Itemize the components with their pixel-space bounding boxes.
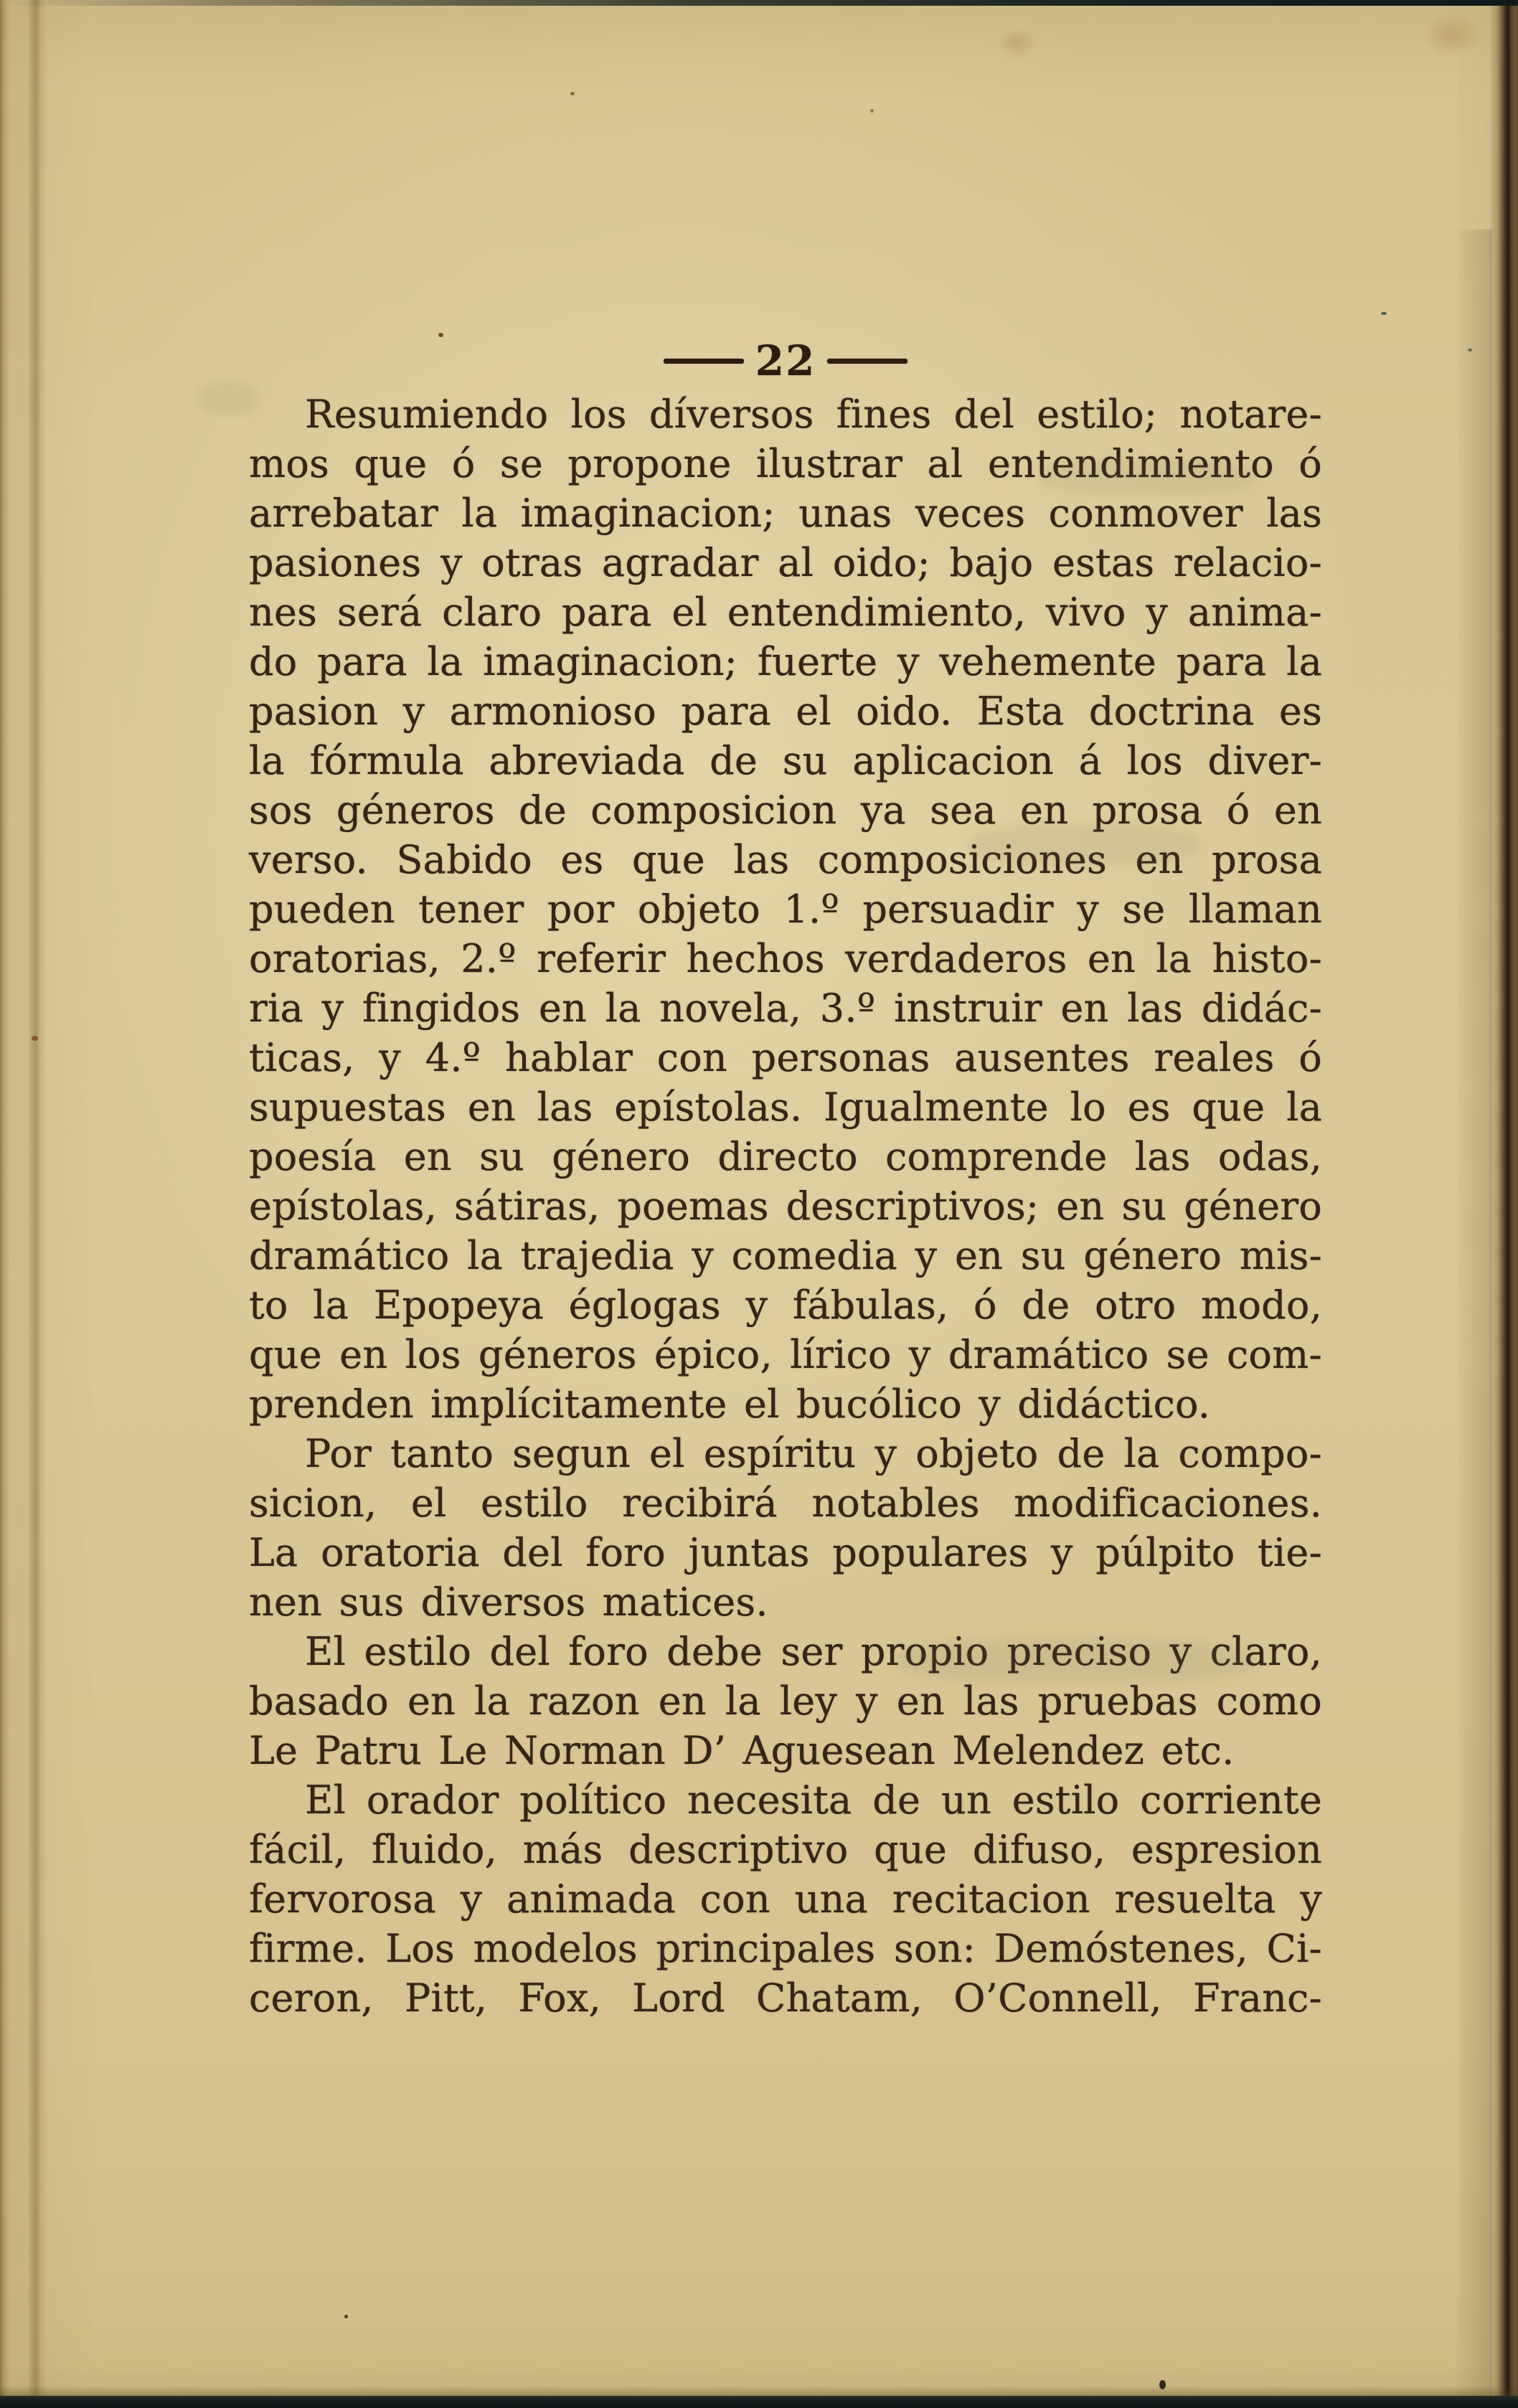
text-line: to la Epopeya églogas y fábulas, ó de otro modo,: [249, 1283, 1322, 1328]
paper-speck: [570, 92, 575, 95]
text-line: mos que ó se propone ilustrar al entendimiento ó: [249, 441, 1322, 486]
page-number: [249, 336, 1322, 385]
text-line: arrebatar la imaginacion; unas veces conmover las: [249, 491, 1322, 536]
text-line: ceron, Pitt, Fox, Lord Chatam, O’Connell, Franc-: [249, 1975, 1322, 2021]
text-line: pasiones y otras agradar al oido; bajo estas relacio-: [249, 540, 1322, 585]
text-line: prenden implícitamente el bucólico y didáctico.: [249, 1382, 1211, 1427]
text-line: basado en la razon en la ley y en las pruebas como: [249, 1678, 1322, 1724]
paper-stain: [997, 29, 1037, 57]
page-bottom-shadow: [0, 2386, 1518, 2396]
text-line: Resumiendo los díversos fines del estilo; notare-: [305, 392, 1322, 437]
text-line: sos géneros de composicion ya sea en prosa ó en: [249, 788, 1322, 833]
text-column: [249, 389, 1322, 2023]
scan-edge-top: [0, 0, 1518, 6]
show-through-smudge: [199, 382, 258, 415]
show-through-smudge: [968, 825, 1198, 864]
text-line: Por tanto segun el espíritu y objeto de la compo-: [305, 1431, 1322, 1476]
text-line: nen sus diversos matices.: [249, 1580, 768, 1625]
page-right-edge: [1489, 0, 1518, 2396]
page-number-value: 22: [755, 336, 816, 385]
paper-stain: [1424, 13, 1480, 57]
page-number-dash-right: [827, 359, 908, 364]
text-line: poesía en su género directo comprende las odas,: [249, 1134, 1322, 1179]
text-line: ria y fingidos en la novela, 3.º instruir en las didác-: [249, 986, 1322, 1031]
text-line: El orador político necesita de un estilo corriente: [305, 1777, 1322, 1823]
text-line: ticas, y 4.º hablar con personas ausentes reales ó: [249, 1035, 1322, 1080]
text-line: verso. Sabido es que las composiciones en prosa: [249, 837, 1322, 882]
text-line: oratorias, 2.º referir hechos verdaderos en la histo-: [249, 936, 1322, 981]
show-through-smudge: [1040, 459, 1255, 495]
page-number-dash-left: [664, 359, 744, 364]
show-through-smudge: [897, 1639, 1255, 1682]
scan-edge-bottom: [0, 2396, 1518, 2408]
text-line: sicion, el estilo recibirá notables modificaciones.: [249, 1481, 1322, 1526]
paper-speck: [438, 333, 443, 337]
text-line: dramático la trajedia y comedia y en su género mis-: [249, 1233, 1322, 1278]
text-line: supuestas en las epístolas. Igualmente lo es que la: [249, 1085, 1322, 1130]
paper-speck: [1381, 312, 1387, 315]
text-line: firme. Los modelos principales son: Demóstenes, Ci-: [249, 1926, 1322, 1971]
text-line: do para la imaginacion; fuerte y vehemente para la: [249, 639, 1322, 684]
text-line: fervorosa y animada con una recitacion resuelta y: [249, 1876, 1322, 1922]
text-line: epístolas, sátiras, poemas descriptivos; en su género: [249, 1184, 1322, 1229]
paper-speck: [344, 2315, 348, 2318]
text-line: nes será claro para el entendimiento, vivo y anima-: [249, 590, 1322, 635]
text-line: La oratoria del foro juntas populares y púlpito tie-: [249, 1530, 1322, 1575]
text-line: El estilo del foro debe ser propio preciso y claro,: [305, 1629, 1322, 1674]
text-line: Le Patru Le Norman D’ Aguesean Melendez etc.: [249, 1728, 1235, 1773]
text-line: que en los géneros épico, lírico y dramático se com-: [249, 1332, 1322, 1377]
text-line: fácil, fluido, más descriptivo que difuso, espresion: [249, 1827, 1322, 1872]
paper-speck: [870, 109, 874, 113]
book-gutter-edge: [0, 0, 47, 2396]
text-line: pueden tener por objeto 1.º persuadir y se llaman: [249, 887, 1322, 932]
text-line: la fórmula abreviada de su aplicacion á los diver-: [249, 738, 1322, 783]
text-line: pasion y armonioso para el oido. Esta doctrina es: [249, 689, 1322, 734]
page-curl-shadow: [1455, 230, 1492, 2396]
